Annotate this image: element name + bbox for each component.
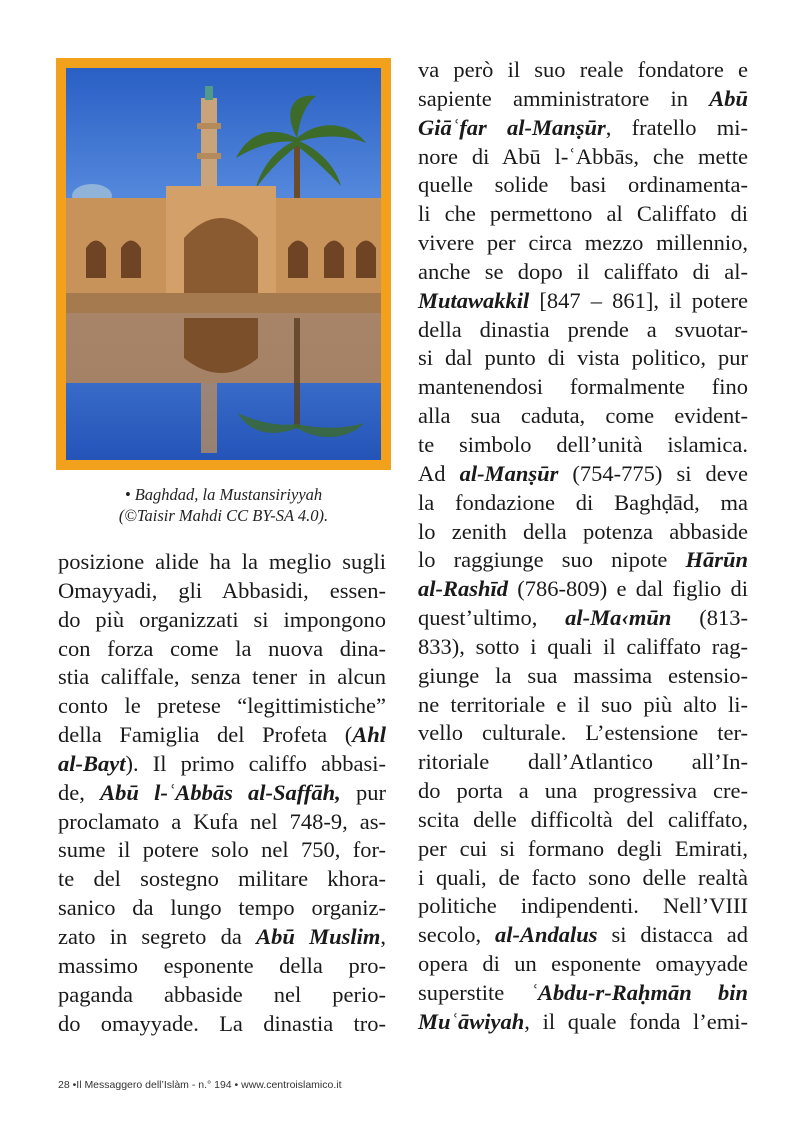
- text-line: [58, 894, 386, 923]
- text-line: [58, 1010, 386, 1039]
- emphasis-term: Abū Muslim: [256, 923, 381, 949]
- text-run: paganda abbaside nel perio-: [58, 981, 386, 1007]
- text-run: Ad: [418, 460, 460, 486]
- caption-line-2: (©Taisir Mahdi CC BY-SA 4.0).: [118, 506, 329, 525]
- text-line: [58, 663, 386, 692]
- text-line: [418, 518, 748, 547]
- emphasis-term: Hārūn: [685, 547, 748, 573]
- text-run: alla sua caduta, come evident-: [418, 403, 748, 429]
- text-run: si dal punto di vista politico, pur: [418, 345, 748, 371]
- emphasis-term: Muʿāwiyah: [418, 1008, 525, 1034]
- emphasis-term: al-Ma‹mūn: [565, 605, 672, 631]
- figure-caption: [56, 484, 391, 526]
- text-line: [58, 750, 386, 779]
- text-run: va però il suo reale fondatore e: [418, 57, 748, 82]
- text-run: con forza come la nuova dina-: [58, 635, 386, 661]
- caption-line-1: • Baghdad, la Mustansiriyyah: [124, 485, 323, 504]
- text-line: [418, 287, 748, 316]
- text-line: [418, 864, 748, 893]
- text-line: [418, 171, 748, 200]
- text-line: [58, 952, 386, 981]
- emphasis-term: ʿAbdu-r-Raḥmān bin: [530, 980, 749, 1005]
- text-line: [58, 923, 386, 952]
- text-line: [418, 604, 748, 633]
- text-run: nore di Abū l-ʿAbbās, che mette: [418, 143, 748, 169]
- text-line: [418, 344, 748, 373]
- text-line: [418, 489, 748, 518]
- text-run: della dinastia prende a svuotar-: [418, 316, 748, 342]
- text-run: do porta a una progressiva cre-: [418, 778, 748, 804]
- text-run: vello culturale. L’estensione ter-: [418, 720, 748, 746]
- text-run: sapiente amministratore in: [418, 85, 710, 111]
- text-line: [418, 546, 748, 575]
- text-run: i quali, de facto sono delle realtà: [418, 864, 748, 890]
- page-footer: 28 •Il Messaggero dell’Islàm - n.° 194 • www.centroislamico.it: [58, 1079, 342, 1091]
- emphasis-term: Giāʿfar al-Manṣūr: [418, 114, 606, 140]
- text-line: [418, 114, 748, 143]
- text-line: [58, 577, 386, 606]
- mustansiriyyah-photo: [66, 68, 381, 460]
- emphasis-term: al-Rashīd: [418, 576, 509, 602]
- text-run: sume il potere solo nel 750, for-: [58, 837, 386, 863]
- emphasis-term: al-Bayt: [58, 750, 126, 776]
- text-run: [847 – 861], il potere: [529, 287, 748, 313]
- text-column-right: [418, 56, 748, 1037]
- text-run: opera di un esponente omayyade: [418, 951, 748, 977]
- text-run: secolo,: [418, 922, 496, 948]
- text-run: de,: [58, 779, 101, 805]
- text-line: [418, 719, 748, 748]
- text-run: scita delle difficoltà del califfato,: [418, 806, 748, 832]
- text-run: massimo esponente della pro-: [58, 952, 386, 978]
- text-line: [418, 402, 748, 431]
- text-line: [58, 721, 386, 750]
- text-run: sanico da lungo tempo organiz-: [58, 895, 386, 921]
- text-run: (754-775) si deve: [558, 460, 748, 486]
- text-line: [418, 258, 748, 287]
- text-run: vivere per circa mezzo millennio,: [418, 230, 748, 256]
- emphasis-term: Mutawakkil: [418, 287, 530, 313]
- text-line: [418, 777, 748, 806]
- text-line: [418, 143, 748, 172]
- text-run: conto le pretese “legittimistiche”: [58, 693, 386, 719]
- text-line: [418, 431, 748, 460]
- text-run: si distacca ad: [597, 922, 748, 948]
- text-run: li che permettono al Califfato di: [418, 201, 748, 227]
- text-run: la fondazione di Baghḍād, ma: [418, 489, 748, 515]
- text-run: anche se dopo il califfato di al-: [418, 258, 748, 284]
- text-run: quest’ultimo,: [418, 605, 566, 631]
- text-line: [418, 921, 748, 950]
- text-line: [418, 979, 748, 1008]
- text-run: , il quale fonda l’emi-: [524, 1008, 748, 1034]
- text-run: della Famiglia del Profeta (: [58, 722, 353, 748]
- text-line: [418, 56, 748, 85]
- text-run: politiche indipendenti. Nell’VIII: [418, 893, 748, 919]
- text-line: [418, 950, 748, 979]
- emphasis-term: Ahl: [352, 722, 386, 748]
- text-run: 833), sotto i quali il califfato rag-: [418, 633, 748, 659]
- text-line: [418, 748, 748, 777]
- text-run: pur: [340, 779, 386, 805]
- text-run: per cui si formano degli Emirati,: [418, 835, 748, 861]
- text-line: [58, 981, 386, 1010]
- emphasis-term: al-Andalus: [495, 922, 598, 948]
- text-run: lo raggiunge suo nipote: [418, 547, 686, 573]
- text-run: quelle solide basi ordinamenta-: [418, 172, 748, 198]
- text-run: giunge la sua massima estensio-: [418, 662, 748, 688]
- text-line: [418, 835, 748, 864]
- emphasis-term: Abū l-ʿAbbās al-Saffāh,: [100, 779, 341, 805]
- text-line: [58, 836, 386, 865]
- text-run: (786-809) e dal figlio di: [508, 576, 748, 602]
- text-run: ). Il primo califfo abbasi-: [125, 750, 386, 776]
- text-run: proclamato a Kufa nel 748-9, as-: [58, 808, 386, 834]
- text-run: , fratello mi-: [605, 114, 748, 140]
- text-line: [418, 200, 748, 229]
- text-line: [58, 808, 386, 837]
- text-line: [418, 633, 748, 662]
- text-run: ritoriale dall’Atlantico all’In-: [418, 749, 748, 775]
- text-run: posizione alide ha la meglio sugli: [58, 549, 386, 574]
- text-run: stia califfale, senza tener in alcun: [58, 664, 386, 690]
- text-line: [418, 575, 748, 604]
- text-run: ne territoriale e il suo più alto li-: [418, 691, 748, 717]
- text-line: [418, 892, 748, 921]
- text-run: ,: [380, 923, 386, 949]
- text-line: [418, 85, 748, 114]
- text-line: [418, 460, 748, 489]
- photo-frame: [56, 58, 391, 470]
- emphasis-term: al-Manṣūr: [459, 460, 559, 486]
- text-run: do più organizzati si impongono: [58, 606, 386, 632]
- text-line: [418, 1008, 748, 1037]
- text-column-left: [58, 548, 386, 1038]
- text-line: [58, 692, 386, 721]
- text-line: [58, 606, 386, 635]
- text-run: te del sostegno militare khora-: [58, 866, 386, 892]
- text-run: te simbolo dell’unità islamica.: [418, 431, 748, 457]
- text-line: [58, 779, 386, 808]
- text-run: Omayyadi, gli Abbasidi, essen-: [58, 577, 386, 603]
- text-line: [418, 662, 748, 691]
- text-line: [58, 635, 386, 664]
- text-run: do omayyade. La dinastia tro-: [58, 1010, 386, 1036]
- text-line: [58, 865, 386, 894]
- text-line: [418, 316, 748, 345]
- emphasis-term: Abū: [709, 85, 748, 111]
- text-line: [418, 373, 748, 402]
- text-line: [58, 548, 386, 577]
- text-run: mantenendosi formalmente fino: [418, 374, 748, 400]
- text-run: (813-: [671, 605, 748, 631]
- text-run: superstite: [418, 980, 531, 1005]
- text-run: lo zenith della potenza abbaside: [418, 518, 748, 544]
- text-run: zato in segreto da: [58, 923, 257, 949]
- text-line: [418, 229, 748, 258]
- text-line: [418, 806, 748, 835]
- text-line: [418, 691, 748, 720]
